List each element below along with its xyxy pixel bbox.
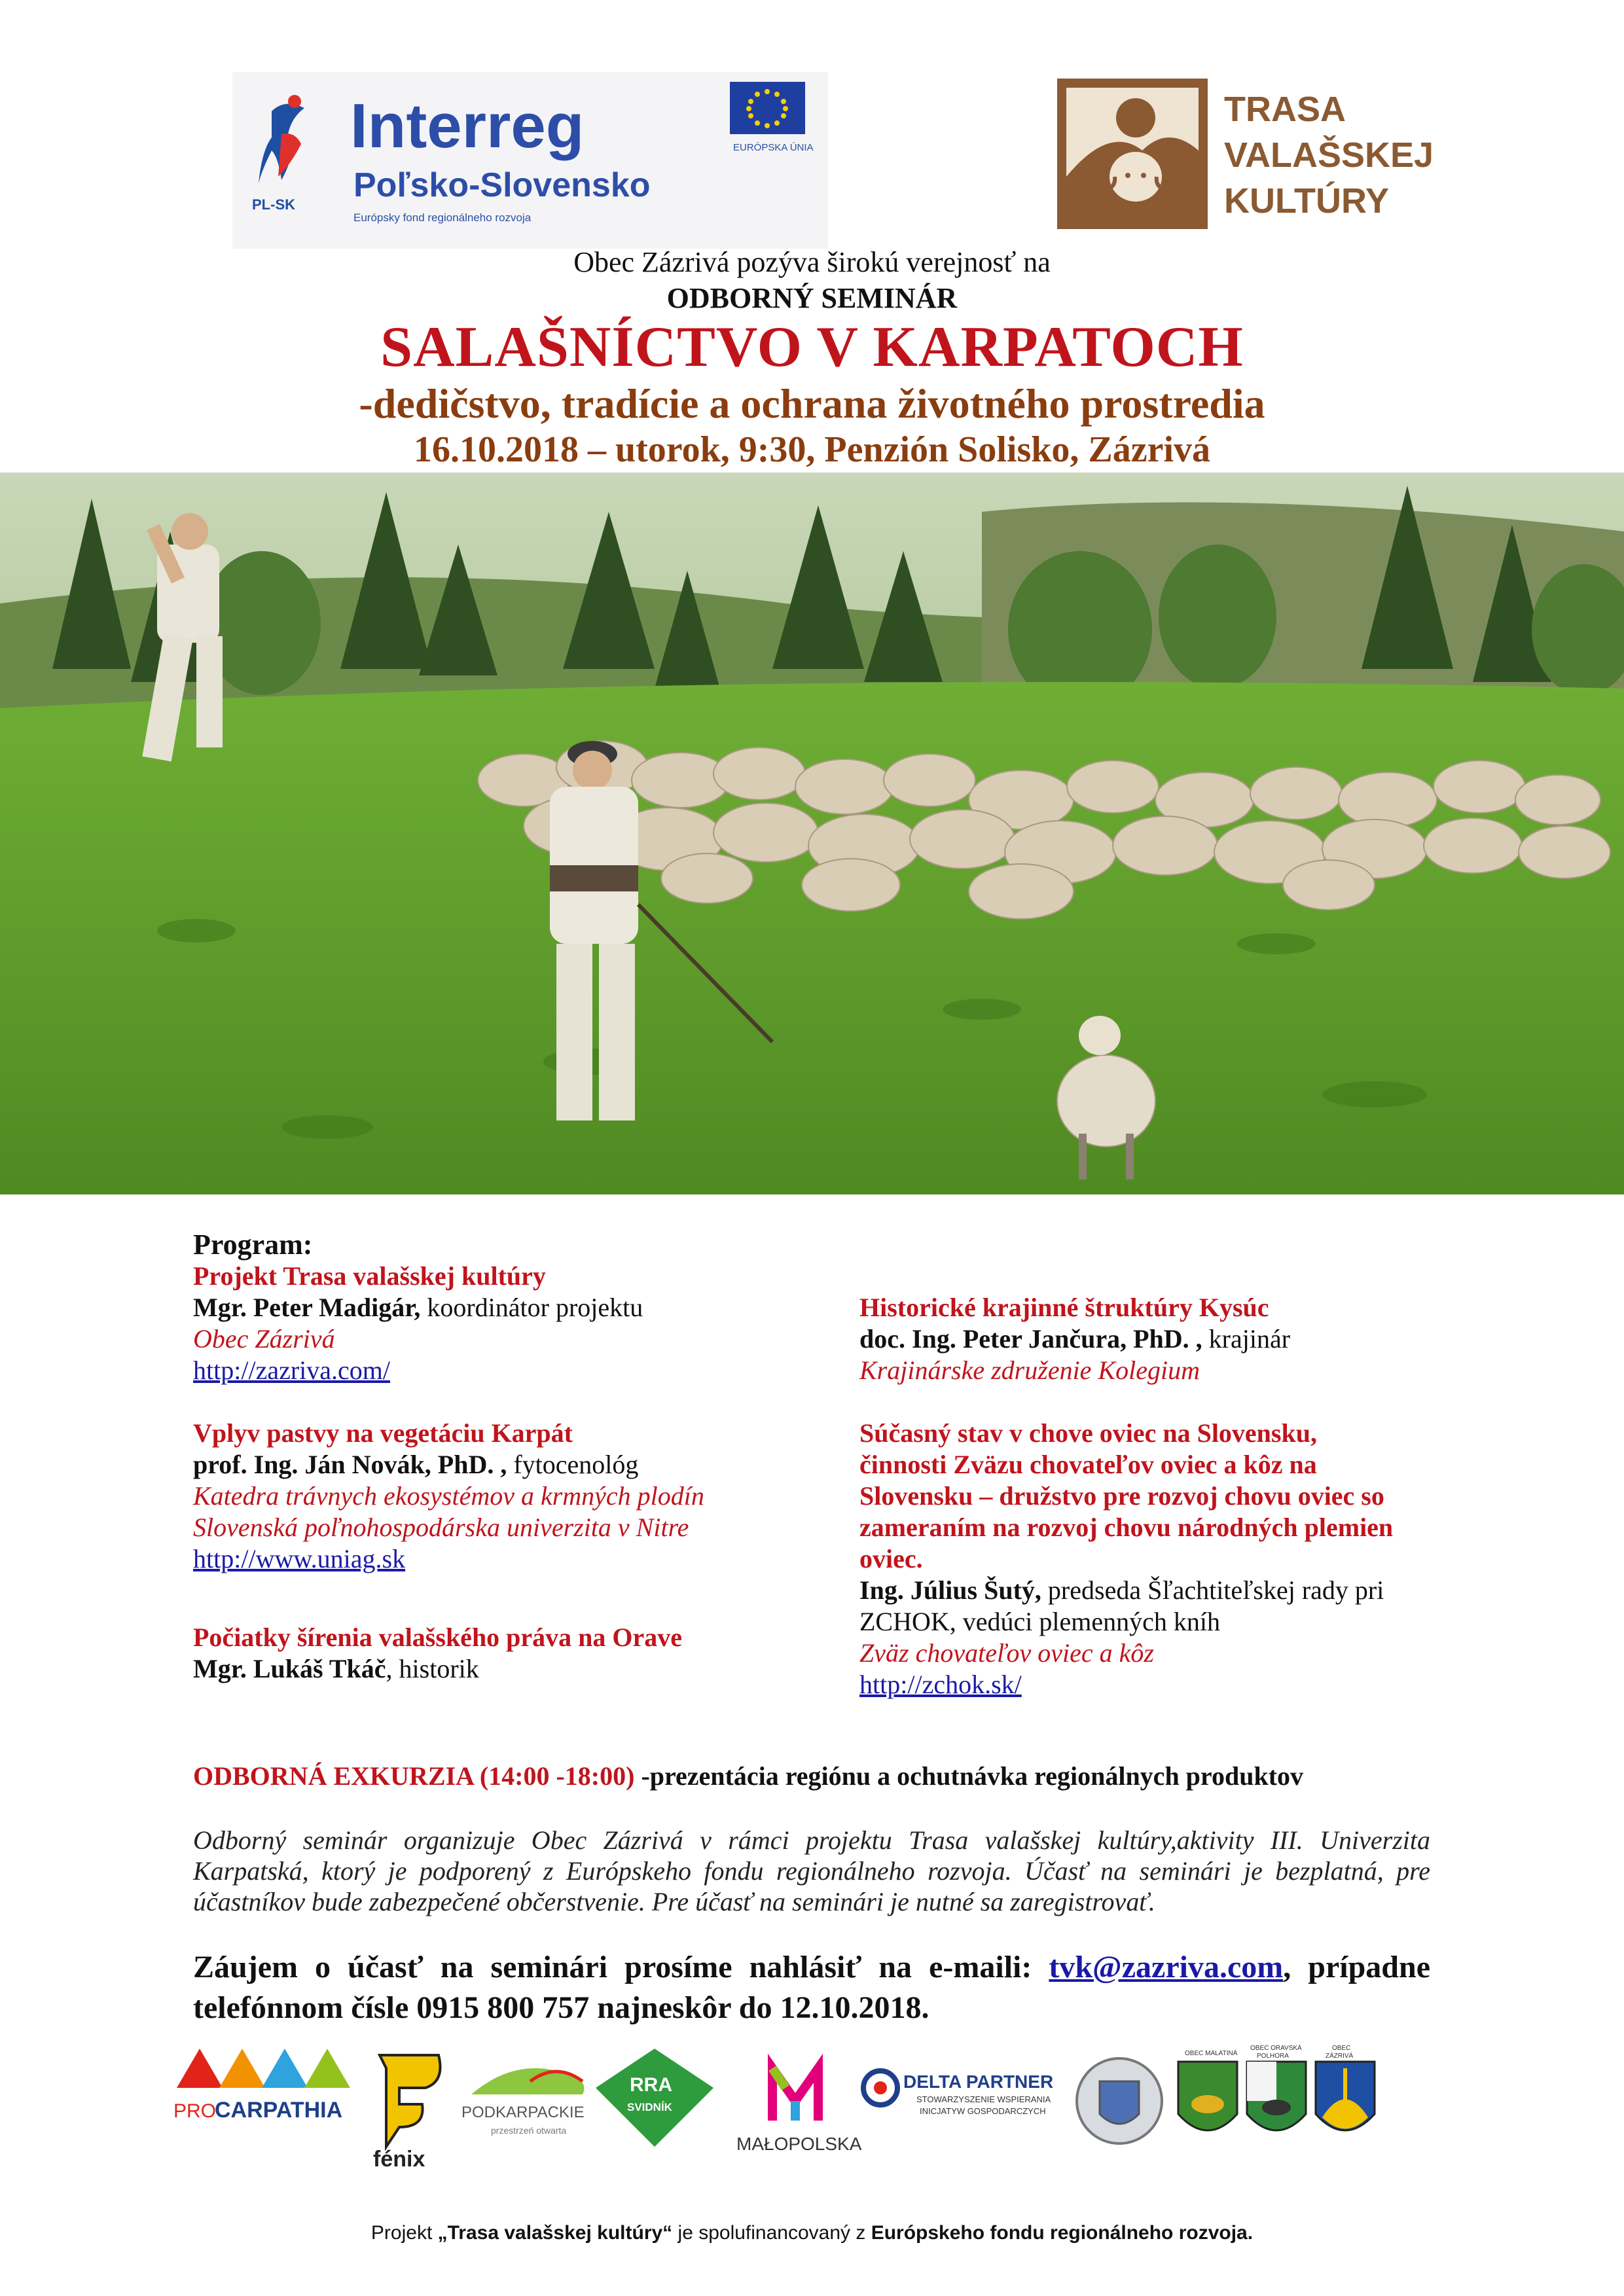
fenix-label: fénix <box>373 2147 425 2172</box>
footnote-b: „Trasa valašskej kultúry“ <box>437 2222 673 2244</box>
footnote-d: Európskeho fondu regionálneho rozvoja. <box>871 2222 1254 2244</box>
page-subtitle: -dedičstvo, tradície a ochrana životného prostredia <box>359 380 1265 427</box>
crest3-label2: ZÁZRIVÁ <box>1326 2053 1354 2060</box>
crest3-label1: OBEC <box>1332 2045 1351 2052</box>
role-1: koordinátor projektu <box>420 1293 643 1322</box>
link-zchok[interactable]: http://zchok.sk/ <box>859 1670 1022 1699</box>
org-2b: Slovenská poľnohospodárska univerzita v Nitre <box>193 1513 689 1542</box>
crest-seal-icon <box>1077 2058 1162 2144</box>
contact-after: , prípadne telefónnom čísle 0915 800 757 najneskôr do 12.10.2018. <box>193 1950 1430 2025</box>
procarpathia-carpathia: CARPATHIA <box>215 2098 343 2123</box>
intro-line: Obec Zázrivá pozýva širokú verejnosť na <box>573 246 1051 278</box>
organizer-note: Odborný seminár organizuje Obec Zázrivá v rámci projektu Trasa valašskej kultúry,aktivity III. Univerzita Karpatská, ktorý je podporený z Európskeho fondu regionálneho rozvoja. Účasť na seminári je bezplatná, pre účastníkov bude zabezpečené občerstvenie. Pre účasť na seminári je nutné sa zaregistrovať. <box>193 1825 1430 1916</box>
role-2: fytocenológ <box>507 1450 639 1479</box>
topic-1: Projekt Trasa valašskej kultúry <box>193 1261 546 1291</box>
interreg-region: Poľsko-Slovensko <box>353 166 651 204</box>
org-1: Obec Zázrivá <box>193 1324 335 1354</box>
interreg-fund: Európsky fond regionálneho rozvoja <box>353 211 532 224</box>
event-date: 16.10.2018 – utorok, 9:30, Penzión Solisko, Zázrivá <box>413 429 1210 470</box>
program-right-column <box>859 1292 1449 1700</box>
program-heading: Program: <box>193 1229 313 1261</box>
trasa-line2: VALAŠSKEJ <box>1224 135 1434 175</box>
contact-before: Záujem o účasť na seminári prosíme nahlásiť na e-maili: <box>193 1950 1049 1984</box>
malopolska-label: MAŁOPOLSKA <box>736 2134 862 2154</box>
topic-5-line1: Súčasný stav v chove oviec na Slovensku, <box>859 1418 1317 1448</box>
podkarpackie-logo <box>461 2068 585 2136</box>
topic-5-line4: zameraním na rozvoj chovu národných plemien <box>859 1513 1394 1542</box>
excursion-label: ODBORNÁ EXKURZIA (14:00 -18:00) <box>193 1761 635 1791</box>
crest-malatina-icon <box>1178 2049 1238 2130</box>
plsk-label: PL-SK <box>252 196 295 213</box>
page-title: SALAŠNÍCTVO V KARPATOCH <box>380 315 1244 379</box>
org-4: Krajinárske združenie Kolegium <box>859 1355 1200 1385</box>
delta-label: DELTA PARTNER <box>903 2072 1054 2092</box>
speaker-3: Mgr. Lukáš Tkáč <box>193 1654 386 1683</box>
speaker-2: prof. Ing. Ján Novák, PhD. , <box>193 1450 507 1479</box>
delta-partner-logo <box>863 2071 1053 2116</box>
org-2: Katedra trávnych ekosystémov a krmných plodín <box>193 1481 704 1511</box>
role-5: predseda Šľachtiteľskej rady pri <box>1041 1575 1384 1605</box>
rra-label: RRA <box>630 2074 672 2096</box>
topic-3: Počiatky šírenia valašského práva na Orave <box>193 1623 683 1652</box>
crest-oravska-polhora-icon <box>1247 2043 1306 2130</box>
role-4: krajinár <box>1202 1324 1291 1354</box>
program-left-column <box>193 1229 848 1685</box>
contact-paragraph <box>193 1947 1430 2028</box>
role-3: , historik <box>386 1654 479 1683</box>
funding-footnote <box>0 2222 1624 2244</box>
trasa-line3: KULTÚRY <box>1224 181 1389 221</box>
topic-4: Historické krajinné štruktúry Kysúc <box>859 1293 1269 1322</box>
role-5b: ZCHOK, vedúci plemenných kníh <box>859 1607 1220 1636</box>
partner-logos <box>164 2042 1460 2173</box>
speaker-4: doc. Ing. Peter Jančura, PhD. , <box>859 1324 1202 1354</box>
link-zazriva[interactable]: http://zazriva.com/ <box>193 1355 390 1385</box>
excursion-text: -prezentácia regiónu a ochutnávka regionálnych produktov <box>634 1761 1304 1791</box>
malopolska-logo <box>736 2068 862 2154</box>
link-uniag[interactable]: http://www.uniag.sk <box>193 1544 406 1573</box>
topic-5-line5: oviec. <box>859 1544 923 1573</box>
topic-2: Vplyv pastvy na vegetáciu Karpát <box>193 1418 573 1448</box>
topic-5-line2: činnosti Zväzu chovateľov oviec a kôz na <box>859 1450 1317 1479</box>
speaker-5: Ing. Július Šutý, <box>859 1575 1041 1605</box>
delta-sub2: INICJATYW GOSPODARCZYCH <box>920 2106 1046 2116</box>
trasa-line1: TRASA <box>1224 90 1346 129</box>
excursion-line <box>193 1761 1303 1791</box>
crest1-label: OBEC MALATINÁ <box>1185 2050 1238 2057</box>
eu-label: EURÓPSKA ÚNIA <box>733 142 814 153</box>
footnote-a: Projekt <box>370 2222 438 2244</box>
seminar-type: ODBORNÝ SEMINÁR <box>666 282 958 314</box>
podkarpackie-sub: przestrzeń otwarta <box>491 2125 567 2136</box>
contact-email-link[interactable]: tvk@zazriva.com <box>1049 1950 1284 1984</box>
shepherds-sheep-photo <box>0 473 1624 1194</box>
interreg-brand: Interreg <box>350 91 585 161</box>
speaker-1: Mgr. Peter Madigár, <box>193 1293 421 1322</box>
procarpathia-pro: PRO <box>173 2100 217 2122</box>
procarpathia-logo <box>173 2049 350 2123</box>
trasa-valasskej-kultury-logo <box>1057 79 1443 229</box>
crest2-label2: POLHORA <box>1257 2053 1289 2060</box>
eu-flag-icon <box>730 82 805 134</box>
fenix-logo <box>373 2055 441 2172</box>
org-5: Zväz chovateľov oviec a kôz <box>859 1638 1154 1668</box>
podkarpackie-label: PODKARPACKIE <box>461 2104 585 2121</box>
topic-5-line3: Slovensku – družstvo pre rozvoj chovu oviec so <box>859 1481 1384 1511</box>
delta-sub1: STOWARZYSZENIE WSPIERANIA <box>916 2094 1051 2104</box>
rra-svidnik-logo <box>596 2049 713 2147</box>
rra-sub: SVIDNÍK <box>627 2101 672 2113</box>
interreg-logo <box>232 72 828 249</box>
footnote-c: je spolufinancovaný z <box>672 2222 871 2244</box>
crest2-label1: OBEC ORAVSKÁ <box>1250 2045 1302 2052</box>
crest-zazriva-icon <box>1316 2045 1375 2130</box>
